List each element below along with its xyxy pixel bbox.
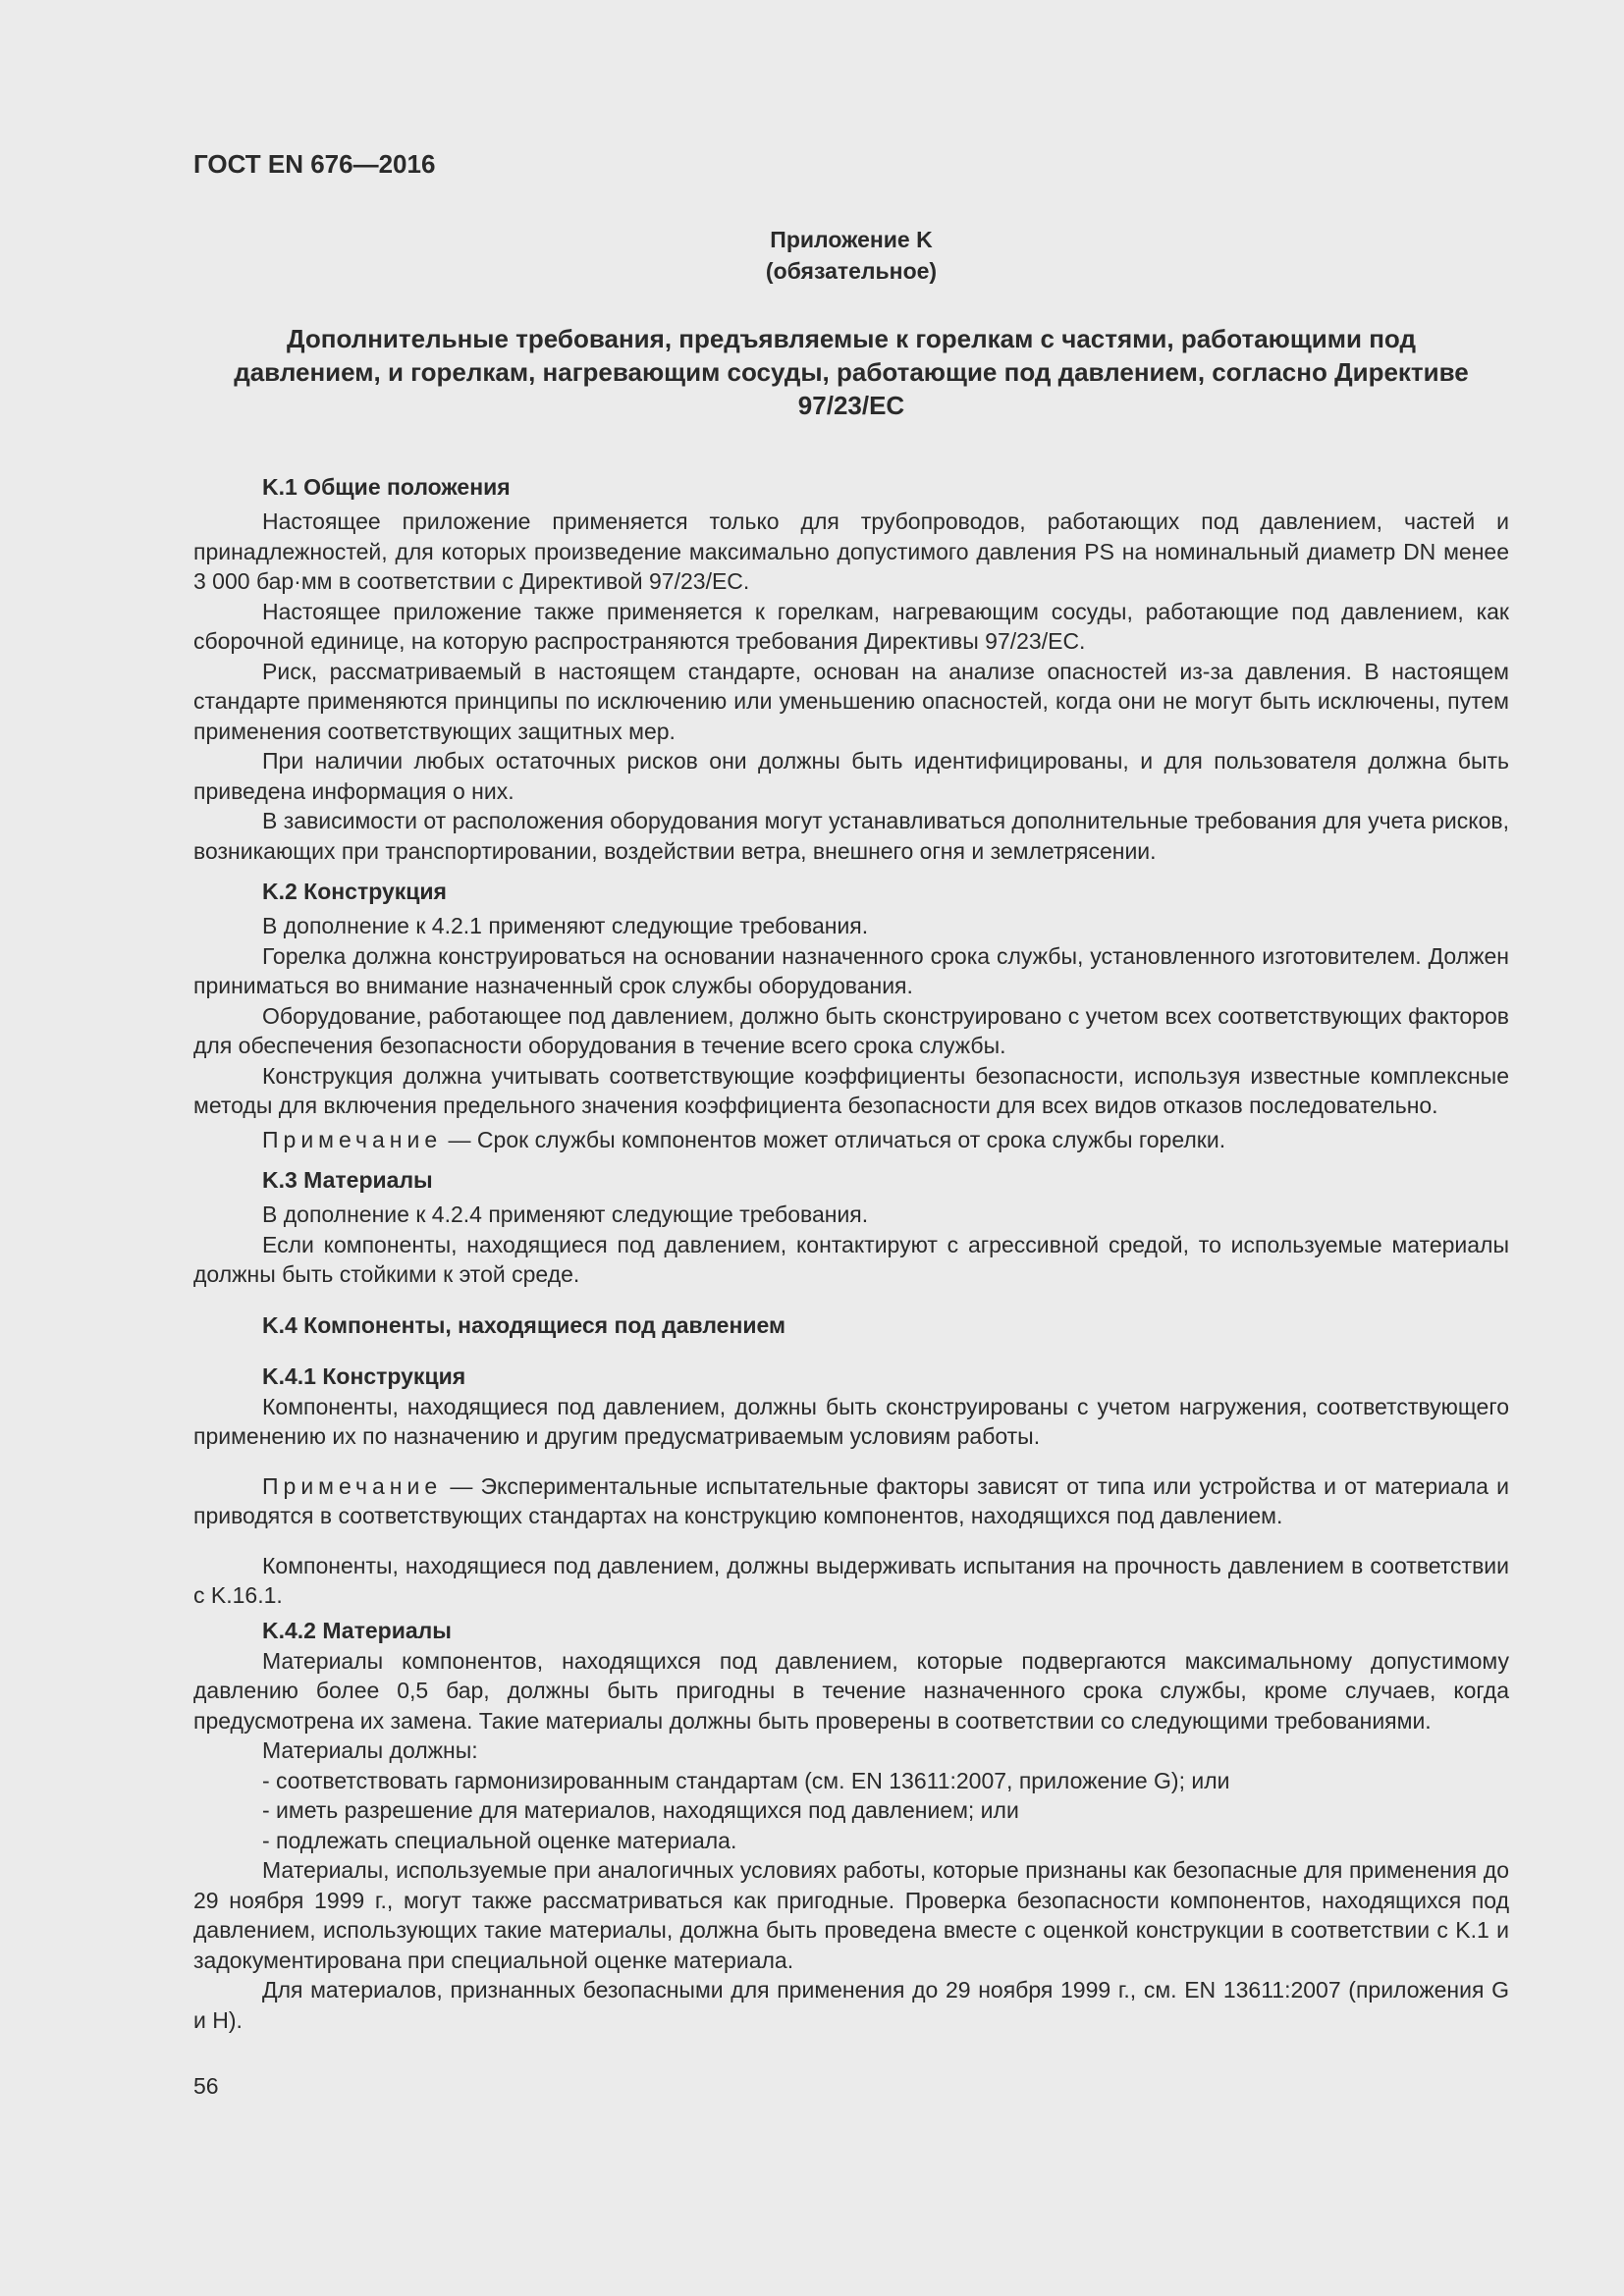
- paragraph: Настоящее приложение также применяется к горелкам, нагревающим сосуды, работающие под давлением, как сборочной единице, на которую распространяются требования Директивы 97/23/EC.: [193, 598, 1509, 654]
- paragraph: При наличии любых остаточных рисков они должны быть идентифицированы, и для пользователя должна быть приведена информация о них.: [193, 748, 1509, 804]
- paragraph: В дополнение к 4.2.1 применяют следующие требования.: [262, 913, 869, 938]
- annex-status: (обязательное): [765, 258, 938, 284]
- paragraph: Горелка должна конструироваться на основании назначенного срока службы, установленного изготовителем. Должен приниматься во внимание назначенный срок службы оборудования.: [193, 942, 1509, 998]
- section-k2-heading: K.2 Конструкция: [262, 879, 447, 904]
- paragraph: Риск, рассматриваемый в настоящем стандарте, основан на анализе опасностей из-за давления. В настоящем стандарте применяются принципы по исключению или уменьшению опасностей, когда они не могут быть исключены, путем применения соответствующих защитных мер.: [193, 658, 1509, 744]
- paragraph: Конструкция должна учитывать соответствующие коэффициенты безопасности, используя известные комплексные методы для включения предельного значения коэффициента безопасности для всех видов отказов последовательно.: [193, 1062, 1509, 1118]
- paragraph: В зависимости от расположения оборудования могут устанавливаться дополнительные требования для учета рисков, возникающих при транспортировании, воздействии ветра, внешнего огня и землетрясении.: [193, 808, 1509, 864]
- document-page: [193, 147, 1509, 2035]
- section-k1-heading: K.1 Общие положения: [262, 474, 511, 500]
- note: [193, 1125, 1509, 1155]
- section-k3-heading: K.3 Материалы: [262, 1167, 433, 1193]
- section-k41-heading: K.4.1 Конструкция: [262, 1362, 466, 1389]
- paragraph: Материалы должны:: [262, 1737, 478, 1763]
- paragraph: Настоящее приложение применяется только для трубопроводов, работающих под давлением, частей и принадлежностей, для которых произведение максимально допустимого давления PS на номинальный диаметр DN менее 3 000 бар·мм в соответствии с Директивой 97/23/EC.: [193, 508, 1509, 594]
- note-label: Примечание: [262, 1472, 443, 1499]
- note-text: — Срок службы компонентов может отличаться от срока службы горелки.: [442, 1126, 1226, 1152]
- annex-heading: Дополнительные требования, предъявляемые к горелкам с частями, работающими под давлением, и горелкам, нагревающим сосуды, работающие под давлением, согласно Директиве 97/23/EC: [234, 324, 1469, 420]
- section-k4: [193, 1309, 1509, 2036]
- paragraph: Если компоненты, находящиеся под давлением, контактируют с агрессивной средой, то используемые материалы должны быть стойкими к этой среде.: [193, 1231, 1509, 1287]
- section-k2: [193, 876, 1509, 1154]
- section-k4-heading: K.4 Компоненты, находящиеся под давлением: [262, 1311, 785, 1338]
- list-item: - соответствовать гармонизированным стандартам (см. EN 13611:2007, приложение G); или: [262, 1767, 1230, 1793]
- list-item: - иметь разрешение для материалов, находящихся под давлением; или: [262, 1797, 1019, 1823]
- note-text: — Экспериментальные испытательные факторы зависят от типа или устройства и от материала и приводятся в соответствующих стандартах на конструкцию компонентов, находящихся под давлением.: [193, 1472, 1509, 1528]
- paragraph: Компоненты, находящиеся под давлением, должны быть сконструированы с учетом нагружения, соответствующего применению их по назначению и другим предусматриваемым условиям работы.: [193, 1393, 1509, 1449]
- paragraph: Оборудование, работающее под давлением, должно быть сконструировано с учетом всех соответствующих факторов для обеспечения безопасности оборудования в течение всего срока службы.: [193, 1002, 1509, 1058]
- materials-list: [193, 1766, 1509, 1856]
- note: [193, 1471, 1509, 1531]
- paragraph: Для материалов, признанных безопасными для применения до 29 ноября 1999 г., см. EN 13611:2007 (приложения G и H).: [193, 1977, 1509, 2033]
- list-item: - подлежать специальной оценке материала.: [262, 1827, 737, 1853]
- paragraph: Материалы компонентов, находящихся под давлением, которые подвергаются максимальному допустимому давлению более 0,5 бар, должны быть пригодны в течение назначенного срока службы, кроме случаев, когда предусмотрена их замена. Такие материалы должны быть проверены в соответствии со следующими требованиями.: [193, 1647, 1509, 1734]
- annex-title: Приложение K: [770, 227, 933, 252]
- page-number: 56: [193, 2073, 219, 2099]
- paragraph: Материалы, используемые при аналогичных условиях работы, которые признаны как безопасные для применения до 29 ноября 1999 г., могут также рассматриваться как пригодные. Проверка безопасности компонентов, находящихся под давлением, использующих такие материалы, должна быть проведена вместе с оценкой конструкции в соответствии с K.1 и задокументирована при специальной оценке материала.: [193, 1857, 1509, 1973]
- section-k42-heading: K.4.2 Материалы: [262, 1617, 452, 1643]
- section-k3: [193, 1164, 1509, 1290]
- document-id: ГОСТ EN 676—2016: [193, 149, 436, 179]
- section-k1: [193, 471, 1509, 866]
- paragraph: Компоненты, находящиеся под давлением, должны выдерживать испытания на прочность давлением в соответствии с K.16.1.: [193, 1552, 1509, 1608]
- paragraph: В дополнение к 4.2.4 применяют следующие требования.: [262, 1201, 869, 1227]
- note-label: Примечание: [262, 1126, 443, 1152]
